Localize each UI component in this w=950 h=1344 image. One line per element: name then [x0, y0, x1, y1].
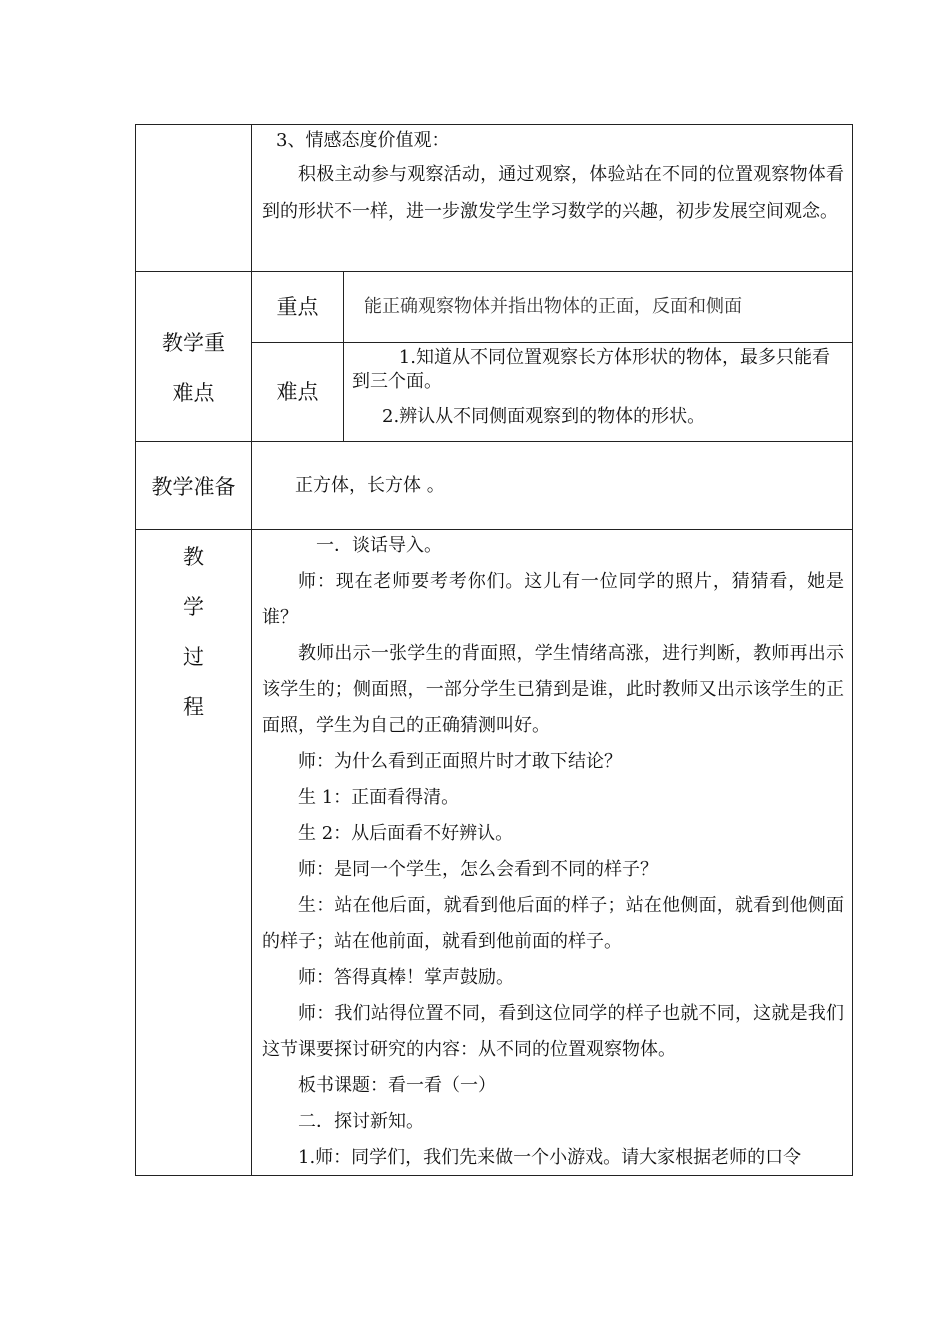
process-paragraph: 师：为什么看到正面照片时才敢下结论？: [298, 751, 622, 772]
process-label-char: 程: [183, 695, 204, 719]
label-column-divider: [251, 124, 252, 1176]
process-paragraph: 师：答得真棒！掌声鼓励。: [298, 967, 514, 988]
row-divider: [135, 271, 853, 272]
process-paragraph: 1.师：同学们，我们先来做一个小游戏。请大家根据老师的口令: [298, 1147, 802, 1168]
process-paragraph: 生 1：正面看得清。: [298, 787, 460, 808]
difficult-label: 难点: [276, 380, 319, 404]
key-text: 能正确观察物体并指出物体的正面，反面和侧面: [364, 296, 742, 317]
key-points-label: [136, 318, 251, 418]
process-label: [136, 532, 251, 732]
process-paragraph: 生 2：从后面看不好辨认。: [298, 823, 514, 844]
process-paragraph: 二．探讨新知。: [298, 1111, 424, 1132]
section-paragraph: 积极主动参与观察活动，通过观察，体验站在不同的位置观察物体看到的形状不一样，进一步激发学生学习数学的兴趣，初步发展空间观念。: [262, 164, 844, 222]
preparation-label: 教学准备: [151, 475, 236, 499]
process-label-char: 教: [183, 545, 204, 569]
process-paragraph: 一．谈话导入。: [316, 535, 442, 556]
difficult-item-1: 1.知道从不同位置观察长方体形状的物体，最多只能看到三个面。: [352, 347, 830, 392]
preparation-text: 正方体，长方体 。: [295, 475, 445, 496]
key-label: 重点: [276, 295, 319, 319]
difficult-item-2: 2.辨认从不同侧面观察到的物体的形状。: [382, 406, 706, 427]
process-paragraph: 生：站在他后面，就看到他后面的样子；站在他侧面，就看到他侧面的样子；站在他前面，就看到他前面的样子。: [262, 895, 844, 952]
row-divider: [135, 441, 853, 442]
process-paragraph: 师：是同一个学生，怎么会看到不同的样子？: [298, 859, 658, 880]
process-paragraph: 师：我们站得位置不同，看到这位同学的样子也就不同，这就是我们这节课要探讨研究的内容：从不同的位置观察物体。: [262, 1003, 844, 1060]
values-section: [262, 126, 844, 230]
process-content: [262, 528, 844, 1176]
process-paragraph: 板书课题：看一看（一）: [298, 1075, 496, 1096]
process-paragraph: 师：现在老师要考考你们。这儿有一位同学的照片，猜猜看，她是谁？: [262, 571, 844, 628]
key-points-label-line1: 教学重: [162, 331, 225, 355]
process-paragraph: 教师出示一张学生的背面照，学生情绪高涨，进行判断，教师再出示该学生的；侧面照，一部分学生已猜到是谁，此时教师又出示该学生的正面照，学生为自己的正确猜测叫好。: [262, 643, 844, 736]
subrow-divider: [251, 342, 853, 343]
process-label-char: 学: [183, 595, 204, 619]
subcolumn-divider: [343, 271, 344, 441]
difficult-items: [352, 344, 846, 430]
process-label-char: 过: [183, 645, 204, 669]
section-heading: 3、情感态度价值观：: [276, 130, 450, 151]
key-points-label-line2: 难点: [172, 381, 215, 405]
